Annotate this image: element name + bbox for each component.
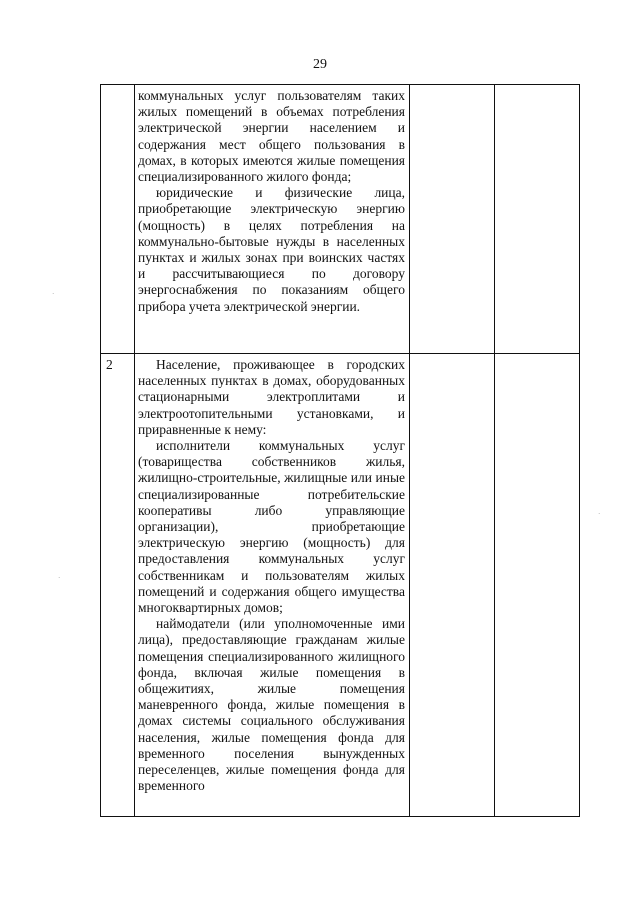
tariff-table <box>100 84 580 817</box>
row-number: 2 <box>106 357 113 372</box>
column-divider <box>409 85 410 816</box>
scan-speck: · <box>58 574 61 582</box>
column-divider <box>494 85 495 816</box>
page-number: 29 <box>313 57 327 72</box>
row-divider <box>101 353 579 354</box>
paragraph: исполнители коммунальных услуг (товарищества собственников жилья, жилищно-строительные, жилищные или иные специализированные потребительские кооперативы либо управляющие организации), приобретающие электрическую энергию (мощность) для предоставления коммунальных услуг собственникам и пользователям жилых помещений и содержания общего имущества многоквартирных домов; <box>138 438 405 616</box>
paragraph: юридические и физические лица, приобретающие электрическую энергию (мощность) в целях потребления на коммунально-бытовые нужды в населенных пунктах и жилых зонах при воинских частях и рассчитывающиеся по договору энергоснабжения по показаниям общего прибора учета электрической энергии. <box>138 185 405 314</box>
paragraph: наймодатели (или уполномоченные ими лица), предоставляющие гражданам жилые помещения специализированного жилищного фонда, включая жилые помещения в общежитиях, жилые помещения маневренного фонда, жилые помещения в домах системы социального обслуживания населения, жилые помещения фонда для временного поселения вынужденных переселенцев, жилые помещения фонда для временного <box>138 616 405 794</box>
column-divider <box>134 85 135 816</box>
table-row-description <box>138 88 405 315</box>
paragraph: Население, проживающее в городских населенных пунктах в домах, оборудованных стационарными электроплитами и электроотопительными установками, и приравненные к нему: <box>138 357 405 437</box>
scan-speck: · <box>52 290 55 298</box>
table-row-description <box>138 357 405 794</box>
scan-speck: · <box>598 510 601 518</box>
paragraph: коммунальных услуг пользователям таких жилых помещений в объемах потребления электрической энергии населением и содержания мест общего пользования в домах, в которых имеются жилые помещения специализированного жилого фонда; <box>138 88 405 185</box>
